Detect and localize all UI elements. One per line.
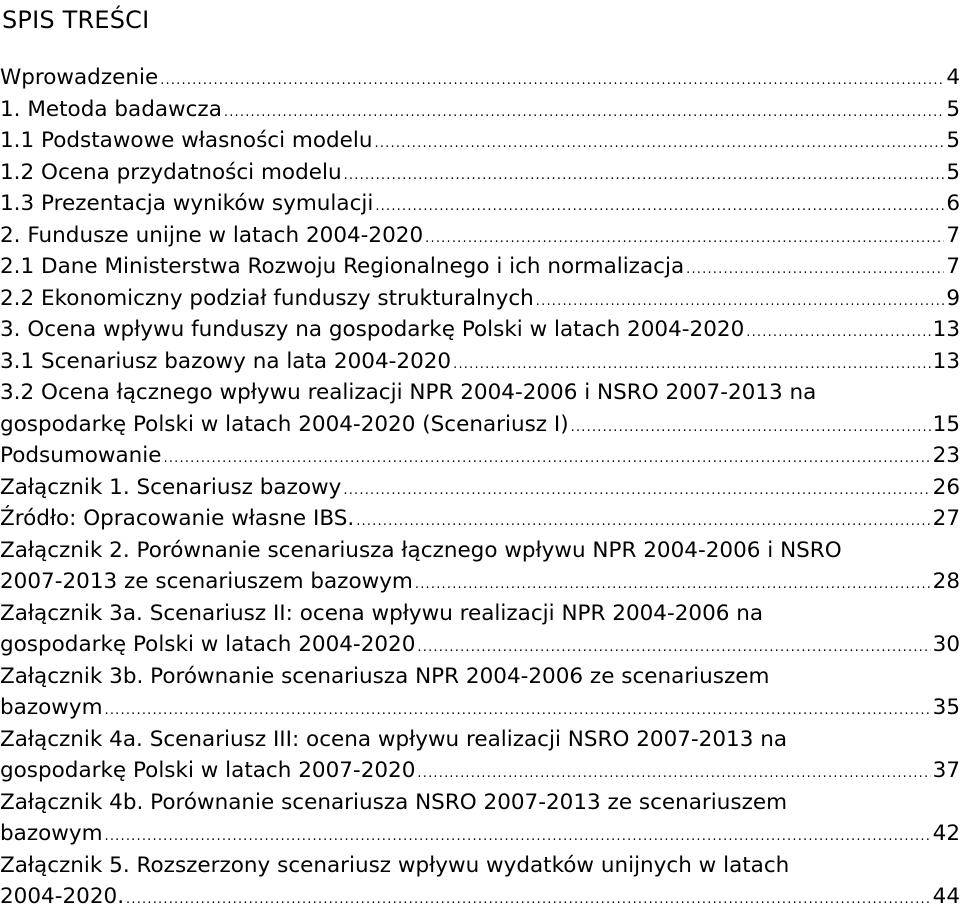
toc-entry-text: 1.3 Prezentacja wyników symulacji (0, 191, 374, 216)
toc-entry-line (0, 850, 960, 882)
toc-entry-text: 3. Ocena wpływu funduszy na gospodarkę Polski w latach 2004-2020 (0, 317, 745, 342)
toc-page-number: 6 (946, 191, 960, 216)
toc-entry[interactable] (0, 724, 960, 787)
toc-page-number: 5 (946, 128, 960, 153)
dot-leader (375, 191, 944, 220)
toc-entry-line (0, 440, 960, 472)
toc-entry-text: 2. Fundusze unijne w latach 2004-2020 (0, 222, 424, 248)
toc-entry-text: Załącznik 1. Scenariusz bazowy (0, 474, 342, 500)
dot-leader (105, 695, 931, 724)
toc-entry-line (0, 409, 960, 441)
toc-entry[interactable] (0, 62, 960, 94)
toc-entry-line (0, 881, 960, 913)
table-of-contents (0, 62, 960, 913)
toc-entry-line (0, 661, 960, 693)
toc-page-number: 7 (946, 222, 960, 248)
toc-page-number: 44 (932, 884, 960, 909)
toc-entry-line (0, 157, 960, 189)
toc-page-number: 13 (932, 317, 960, 342)
dot-leader (536, 286, 945, 315)
toc-entry-text: 2.2 Ekonomiczny podział funduszy strukturalnych (0, 285, 534, 311)
toc-entry-line (0, 94, 960, 126)
page-title: SPIS TREŚCI (2, 6, 150, 34)
dot-leader (746, 317, 930, 346)
toc-entry-line (0, 724, 960, 756)
toc-entry-text: Załącznik 4b. Porównanie scenariusza NSRO 2007-2013 ze scenariuszem (0, 789, 788, 815)
toc-entry[interactable] (0, 503, 960, 535)
toc-entry-line (0, 787, 960, 819)
toc-page-number: 26 (932, 474, 960, 500)
toc-entry-line (0, 283, 960, 315)
toc-entry[interactable] (0, 125, 960, 157)
toc-entry-text: gospodarkę Polski w latach 2004-2020 (0, 632, 416, 657)
toc-entry-line (0, 472, 960, 504)
toc-entry-line (0, 251, 960, 283)
toc-entry[interactable] (0, 346, 960, 378)
toc-entry-line (0, 503, 960, 535)
toc-entry-text: Załącznik 4a. Scenariusz III: ocena wpływu realizacji NSRO 2007-2013 na (0, 726, 788, 752)
dot-leader (343, 475, 930, 504)
dot-leader (126, 884, 931, 913)
toc-page-number: 9 (946, 285, 960, 311)
toc-entry-text: Załącznik 2. Porównanie scenariusza łącznego wpływu NPR 2004-2006 i NSRO (0, 537, 842, 563)
toc-entry[interactable] (0, 661, 960, 724)
toc-page-number: 4 (946, 65, 960, 90)
toc-entry-line (0, 755, 960, 787)
toc-page-number: 30 (932, 632, 960, 657)
toc-entry-line (0, 629, 960, 661)
toc-entry-text: Załącznik 3b. Porównanie scenariusza NPR 2004-2006 ze scenariuszem (0, 663, 770, 689)
dot-leader (453, 349, 931, 378)
toc-entry[interactable] (0, 251, 960, 283)
toc-entry-text: Źródło: Opracowanie własne IBS. (0, 506, 355, 531)
toc-entry-line (0, 598, 960, 630)
toc-entry[interactable] (0, 787, 960, 850)
toc-page-number: 5 (946, 159, 960, 185)
toc-page-number: 23 (932, 443, 960, 468)
toc-page-number: 5 (946, 96, 960, 122)
toc-page-number: 27 (932, 506, 960, 531)
dot-leader (374, 128, 944, 157)
dot-leader (571, 412, 931, 441)
toc-entry-text: 3.1 Scenariusz bazowy na lata 2004-2020 (0, 348, 452, 374)
toc-entry-text: 2004-2020. (0, 884, 125, 909)
toc-page-number: 42 (932, 821, 960, 846)
toc-page-number: 15 (932, 411, 960, 437)
toc-entry-line (0, 188, 960, 220)
toc-page-number: 35 (932, 695, 960, 720)
toc-entry-line (0, 818, 960, 850)
toc-entry-text: gospodarkę Polski w latach 2004-2020 (Scenariusz I) (0, 411, 569, 437)
toc-entry-line (0, 535, 960, 567)
toc-entry[interactable] (0, 377, 960, 440)
toc-entry-text: 3.2 Ocena łącznego wpływu realizacji NPR 2004-2006 i NSRO 2007-2013 na (0, 380, 817, 405)
dot-leader (417, 632, 930, 661)
toc-entry-line (0, 314, 960, 346)
toc-page-number: 37 (932, 758, 960, 783)
toc-page-number: 28 (932, 569, 960, 594)
toc-entry-text: Podsumowanie (0, 443, 162, 468)
toc-entry[interactable] (0, 598, 960, 661)
toc-entry-line (0, 125, 960, 157)
dot-leader (356, 506, 930, 535)
toc-entry[interactable] (0, 283, 960, 315)
toc-entry[interactable] (0, 220, 960, 252)
toc-entry-text: bazowym (0, 821, 103, 846)
toc-entry-text: gospodarkę Polski w latach 2007-2020 (0, 758, 416, 783)
dot-leader (224, 97, 944, 126)
toc-entry-line (0, 220, 960, 252)
toc-entry-text: 1.1 Podstawowe własności modelu (0, 128, 373, 153)
toc-entry-text: Wprowadzenie (0, 65, 159, 90)
toc-entry-text: Załącznik 3a. Scenariusz II: ocena wpływu realizacji NPR 2004-2006 na (0, 600, 764, 626)
toc-entry-line (0, 62, 960, 94)
toc-entry-text: 1. Metoda badawcza (0, 96, 222, 122)
toc-entry-text: 1.2 Ocena przydatności modelu (0, 159, 342, 185)
dot-leader (160, 65, 944, 94)
dot-leader (344, 160, 945, 189)
toc-entry[interactable] (0, 850, 960, 913)
toc-entry[interactable] (0, 314, 960, 346)
toc-entry[interactable] (0, 535, 960, 598)
toc-entry[interactable] (0, 157, 960, 189)
toc-entry[interactable] (0, 188, 960, 220)
toc-entry-line (0, 346, 960, 378)
toc-page-number: 13 (932, 348, 960, 374)
toc-entry[interactable] (0, 94, 960, 126)
toc-entry-line (0, 692, 960, 724)
toc-entry[interactable] (0, 440, 960, 472)
toc-entry[interactable] (0, 472, 960, 504)
dot-leader (415, 569, 931, 598)
dot-leader (425, 223, 944, 252)
toc-entry-text: Załącznik 5. Rozszerzony scenariusz wpływu wydatków unijnych w latach (0, 852, 790, 878)
toc-entry-text: bazowym (0, 695, 103, 720)
toc-entry-text: 2.1 Dane Ministerstwa Rozwoju Regionalnego i ich normalizacja (0, 254, 685, 279)
toc-entry-text: 2007-2013 ze scenariuszem bazowym (0, 569, 413, 594)
dot-leader (105, 821, 931, 850)
dot-leader (417, 758, 930, 787)
toc-entry-line (0, 566, 960, 598)
toc-page-number: 7 (946, 254, 960, 279)
dot-leader (686, 254, 944, 283)
dot-leader (164, 443, 931, 472)
toc-entry-line (0, 377, 960, 409)
